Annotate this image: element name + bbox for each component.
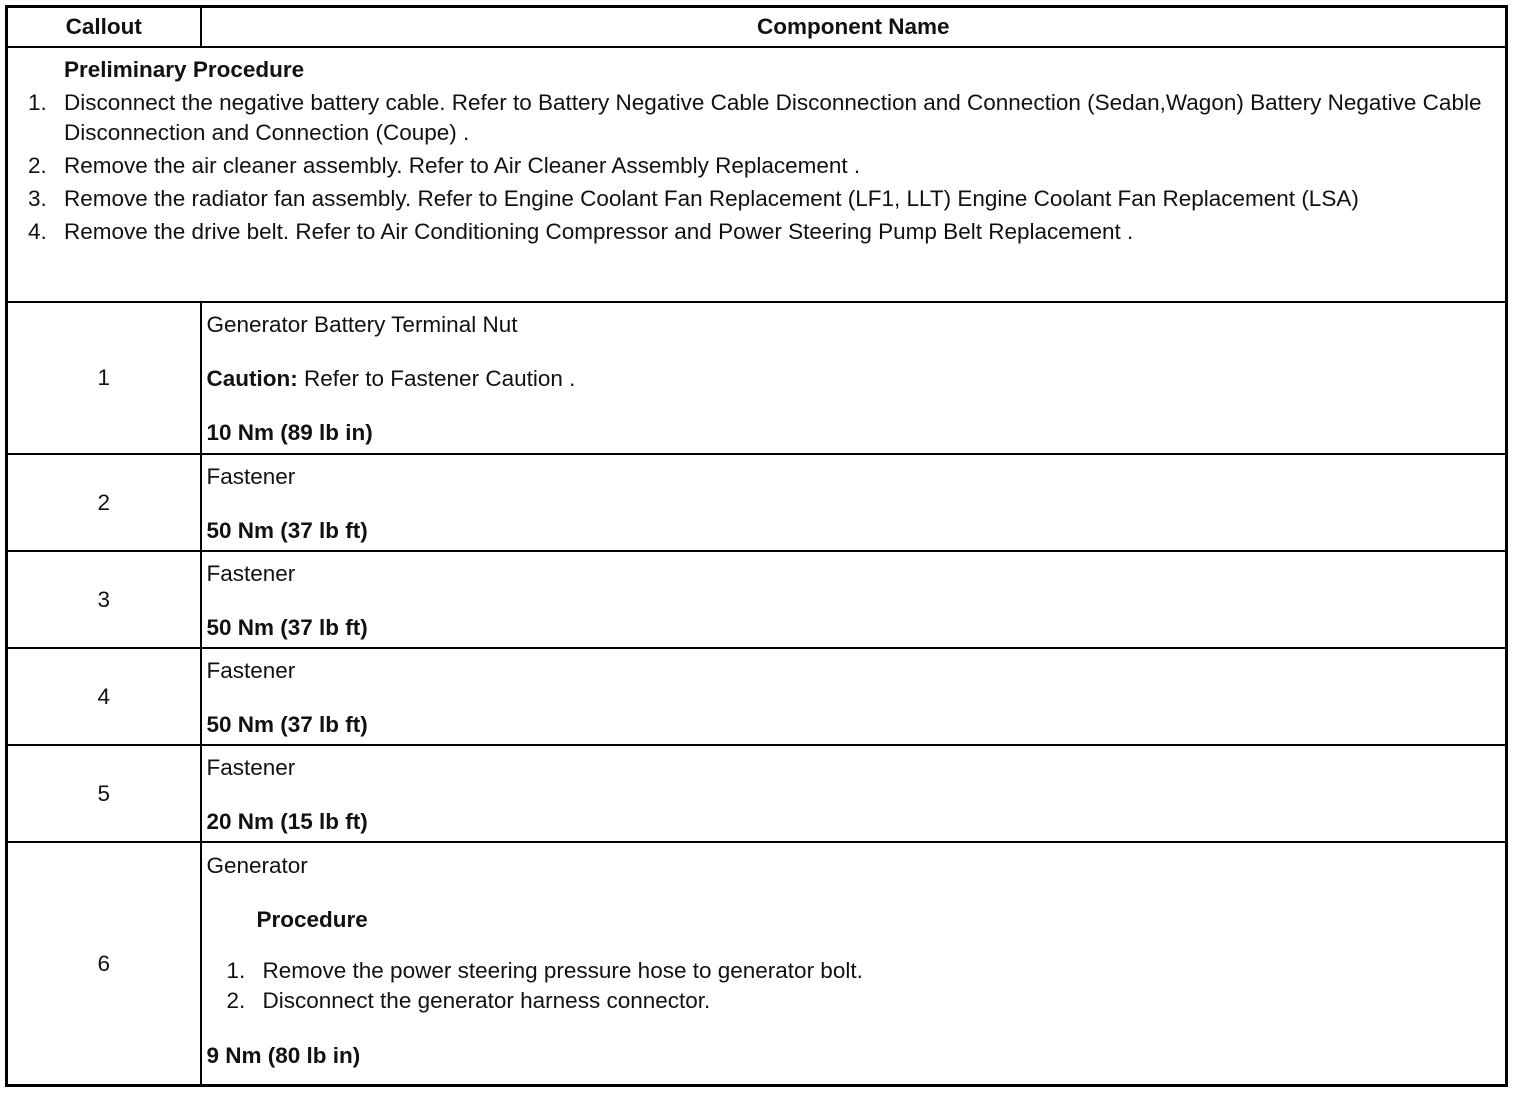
torque-spec: 20 Nm (15 lb ft) xyxy=(206,809,368,834)
header-component-name: Component Name xyxy=(201,7,1507,48)
step-number: 1. xyxy=(226,958,246,983)
torque-spec: 9 Nm (80 lb in) xyxy=(206,1043,361,1068)
component-cell xyxy=(201,454,1507,551)
preliminary-title: Preliminary Procedure xyxy=(64,57,305,82)
torque-spec: 50 Nm (37 lb ft) xyxy=(206,615,368,640)
torque-spec: 50 Nm (37 lb ft) xyxy=(206,518,368,543)
component-name: Generator xyxy=(206,853,308,878)
component-table xyxy=(5,5,1508,1087)
step-number: 2. xyxy=(226,987,246,1013)
preliminary-steps xyxy=(8,88,1505,246)
callout-number: 1 xyxy=(7,302,201,454)
procedure-title: Procedure xyxy=(256,907,368,932)
step-number: 3. xyxy=(28,185,47,211)
step-text: Remove the air cleaner assembly. Refer to Air Cleaner Assembly Replacement . xyxy=(64,152,861,178)
component-cell xyxy=(201,551,1507,648)
table-row xyxy=(7,454,1507,551)
step-text: Remove the power steering pressure hose to generator bolt. xyxy=(262,958,863,983)
caution-line xyxy=(207,365,1506,392)
header-callout: Callout xyxy=(7,7,201,48)
list-item xyxy=(8,88,1505,147)
step-text: Disconnect the negative battery cable. Refer to Battery Negative Cable Disconnection and Connection (Sedan,Wagon) Battery Negative Cable Disconnection and Connection (Coupe) . xyxy=(64,90,1482,145)
caution-text: Refer to Fastener Caution . xyxy=(297,366,576,391)
callout-number: 6 xyxy=(7,842,201,1086)
list-item xyxy=(8,217,1505,247)
header-row xyxy=(7,7,1507,48)
torque-spec: 10 Nm (89 lb in) xyxy=(206,420,373,445)
table-row xyxy=(7,842,1507,1086)
preliminary-row xyxy=(7,47,1507,302)
table-row xyxy=(7,745,1507,842)
table-row xyxy=(7,302,1507,454)
list-item xyxy=(8,151,1505,181)
preliminary-cell xyxy=(7,47,1507,302)
step-text: Disconnect the generator harness connector. xyxy=(262,987,711,1013)
table-row xyxy=(7,648,1507,745)
caution-label: Caution: xyxy=(206,366,298,391)
component-name: Fastener xyxy=(206,464,296,489)
component-cell xyxy=(201,648,1507,745)
step-number: 2. xyxy=(28,152,47,178)
component-cell xyxy=(201,302,1507,454)
component-cell xyxy=(201,745,1507,842)
component-name: Generator Battery Terminal Nut xyxy=(206,312,518,337)
component-cell xyxy=(201,842,1507,1086)
procedure-steps xyxy=(207,956,1506,1015)
step-number: 4. xyxy=(28,218,47,244)
callout-number: 4 xyxy=(7,648,201,745)
list-item xyxy=(207,986,1506,1016)
step-number: 1. xyxy=(28,90,47,115)
step-text: Remove the radiator fan assembly. Refer to Engine Coolant Fan Replacement (LF1, LLT) Engine Coolant Fan Replacement (LSA) xyxy=(64,185,1359,211)
callout-number: 5 xyxy=(7,745,201,842)
step-text: Remove the drive belt. Refer to Air Conditioning Compressor and Power Steering Pump Belt Replacement . xyxy=(64,218,1134,244)
component-name: Fastener xyxy=(206,658,296,683)
callout-number: 2 xyxy=(7,454,201,551)
list-item xyxy=(207,956,1506,986)
component-name: Fastener xyxy=(206,561,296,586)
torque-spec: 50 Nm (37 lb ft) xyxy=(206,712,368,737)
callout-number: 3 xyxy=(7,551,201,648)
component-name: Fastener xyxy=(206,755,296,780)
list-item xyxy=(8,184,1505,214)
table-row xyxy=(7,551,1507,648)
